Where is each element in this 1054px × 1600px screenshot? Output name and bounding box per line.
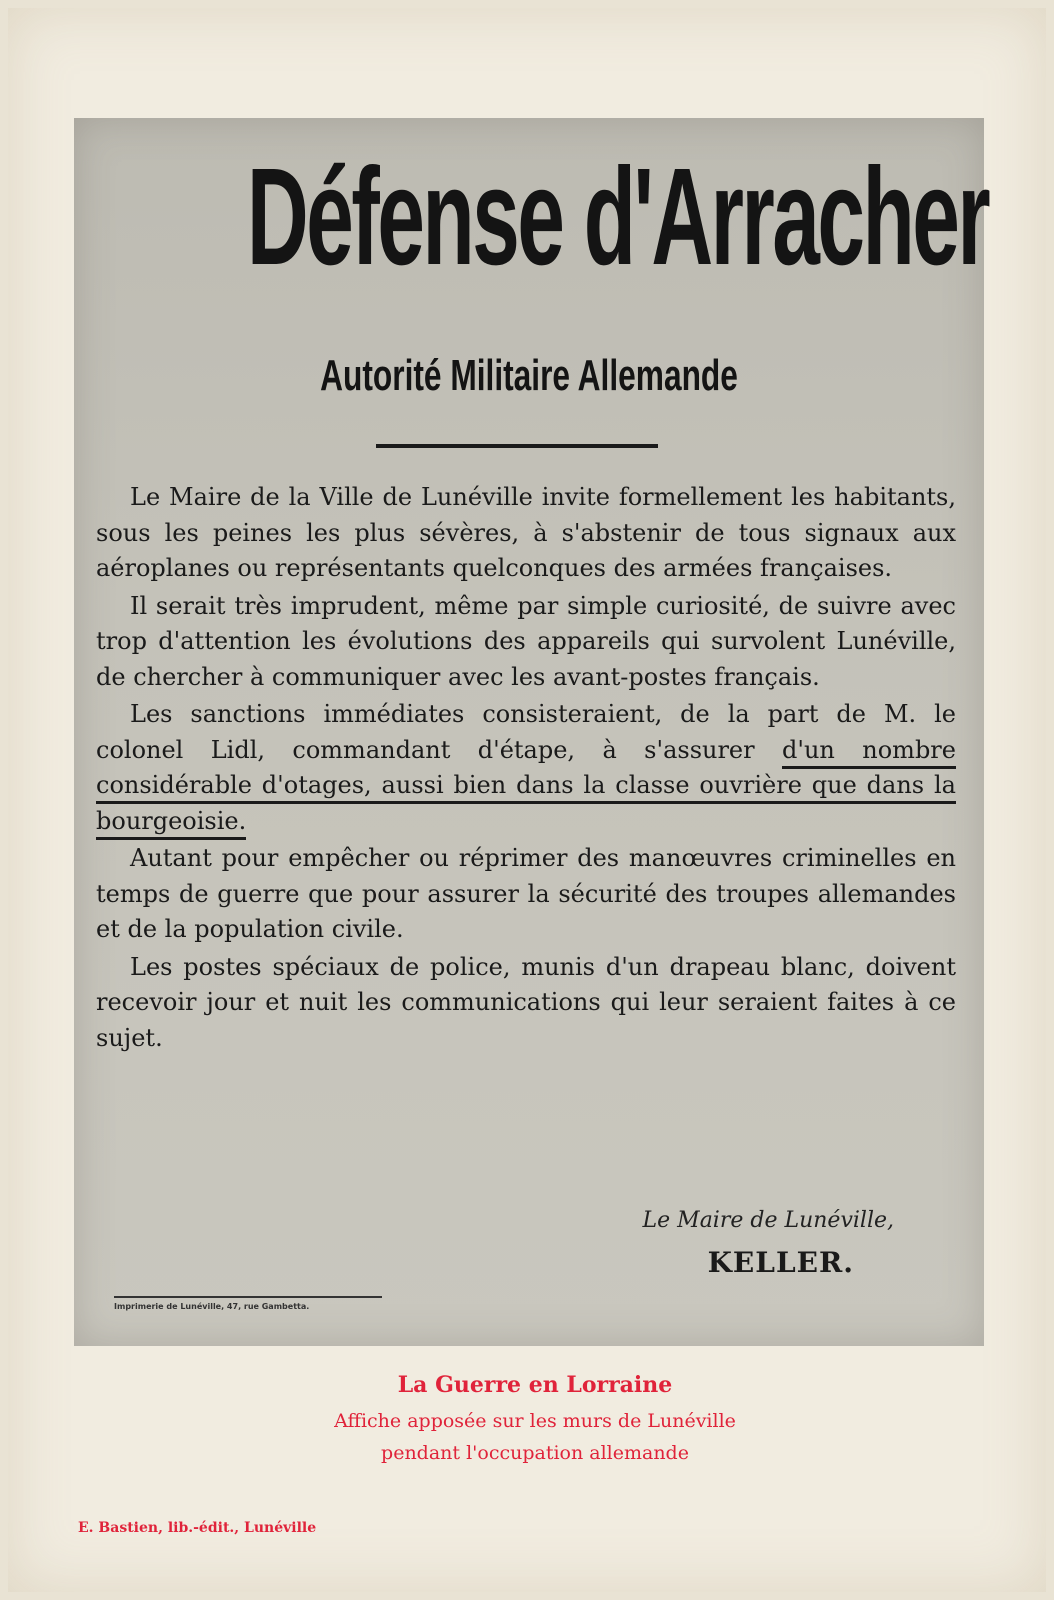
caption-line-1: Affiche apposée sur les murs de Lunéville — [334, 1410, 736, 1432]
poster-headline: Défense d'Arracher — [246, 140, 989, 294]
paragraph-4: Autant pour empêcher ou réprimer des manœuvres criminelles en temps de guerre que pour assurer la sécurité des troupes allemandes et de la population civile. — [96, 844, 956, 943]
signature-title: Le Maire de Lunéville, — [642, 1208, 894, 1233]
paragraph-5: Les postes spéciaux de police, munis d'un drapeau blanc, doivent recevoir jour et nuit les communications qui leur seraient faites à ce sujet. — [96, 952, 956, 1052]
caption-line-2: pendant l'occupation allemande — [381, 1442, 689, 1464]
caption-title: La Guerre en Lorraine — [397, 1372, 673, 1398]
publisher-credit: E. Bastien, lib.-édit., Lunéville — [78, 1520, 317, 1536]
printer-credit: Imprimerie de Lunéville, 47, rue Gambetta. — [114, 1302, 310, 1311]
underlined-hostages-text: d'un nombre considérable d'otages, aussi bien dans la classe ouvrière que dans la bourgeoisie. — [96, 736, 956, 840]
paragraph-3-text: Les sanctions immédiates consisteraient, de la part de M. le colonel Lidl, commandant d'étape, à s'assurer — [96, 700, 956, 764]
paragraph-2: Il serait très imprudent, même par simple curiosité, de suivre avec trop d'attention les évolutions des appareils qui survolent Lunéville, de chercher à communiquer avec les avant-postes français. — [96, 591, 956, 691]
poster — [74, 118, 989, 1346]
signature-name: KELLER. — [707, 1246, 854, 1279]
poster-subheadline: Autorité Militaire Allemande — [320, 351, 738, 400]
poster-body — [96, 480, 956, 1058]
paragraph-3 — [96, 697, 956, 839]
paragraph-1: Le Maire de la Ville de Lunéville invite formellement les habitants, sous les peines les plus sévères, à s'abstenir de tous signaux aux aéroplanes ou représentants quelconques des armées françaises. — [96, 483, 956, 582]
printer-rule — [114, 1296, 382, 1298]
postcard — [8, 8, 1046, 1592]
divider — [376, 444, 658, 448]
